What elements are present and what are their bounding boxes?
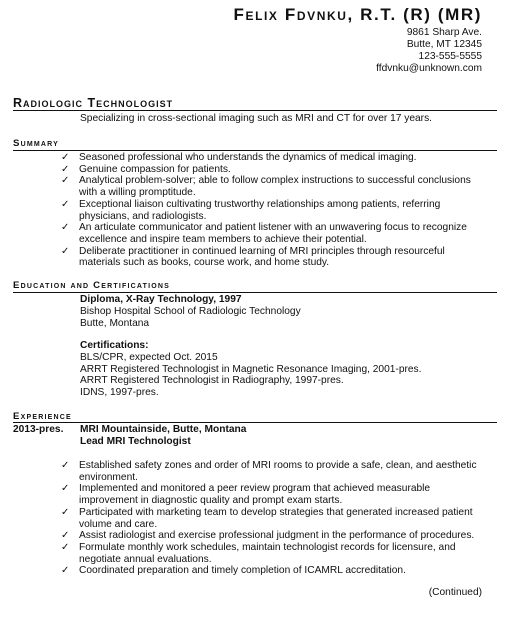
certifications-heading: Certifications:	[80, 340, 149, 351]
experience-heading: Experience	[13, 411, 72, 422]
bullet-line: physicians, and radiologists.	[79, 210, 207, 222]
bullet-item	[58, 164, 498, 176]
bullet-item	[58, 483, 498, 506]
bullet-line: negotiate annual evaluations.	[79, 553, 212, 565]
job-dates: 2013-pres.	[13, 424, 64, 435]
bullet-line: An articulate communicator and patient listener with an unwavering focus to recognize	[79, 222, 467, 234]
bullet-line: volume and care.	[79, 518, 158, 530]
checkmark-icon: ✓	[61, 541, 70, 553]
bullet-item	[58, 246, 498, 269]
checkmark-icon: ✓	[61, 506, 70, 518]
bullet-line: excellence and inspire team members to achieve their potential.	[79, 233, 367, 245]
bullet-line: Established safety zones and order of MRI rooms to provide a safe, clean, and aesthetic	[79, 460, 477, 471]
candidate-name: Felix Fdvnku, R.T. (R) (MR)	[233, 5, 482, 24]
bullet-item	[58, 152, 498, 164]
job-title: Radiologic Technologist	[13, 96, 174, 110]
bullet-line: Deliberate practitioner in continued learning of MRI principles through resourceful	[79, 245, 445, 257]
checkmark-icon: ✓	[61, 222, 70, 234]
bullet-line: materials such as books, course work, and home study.	[79, 257, 330, 269]
checkmark-icon: ✓	[61, 483, 70, 495]
bullet-line: Exceptional liaison cultivating trustworthy relationships among patients, referring	[79, 198, 441, 210]
bullet-line: with a willing promptitude.	[79, 187, 196, 199]
bullet-line: Assist radiologist and exercise professional judgment in the performance of procedures.	[79, 530, 475, 542]
school-location: Butte, Montana	[80, 317, 150, 329]
title-divider	[13, 110, 497, 111]
certification-item: BLS/CPR, expected Oct. 2015	[80, 351, 218, 363]
bullet-item	[58, 542, 498, 565]
summary-heading: Summary	[13, 138, 60, 149]
bullet-item	[58, 530, 498, 542]
city-state-zip: Butte, MT 12345	[406, 39, 482, 50]
education-heading: Education and Certifications	[13, 280, 170, 291]
bullet-line: Seasoned professional who understands the dynamics of medical imaging.	[79, 152, 417, 163]
experience-divider	[13, 422, 497, 423]
bullet-item	[58, 460, 498, 483]
bullet-line: Analytical problem-solver; able to follow complex instructions to successful conclusions	[79, 175, 471, 187]
certification-item: ARRT Registered Technologist in Magnetic Resonance Imaging, 2001-pres.	[80, 363, 422, 375]
school-name: Bishop Hospital School of Radiologic Technology	[80, 305, 301, 317]
email-address: ffdvnku@unknown.com	[376, 63, 482, 74]
checkmark-icon: ✓	[61, 163, 70, 175]
checkmark-icon: ✓	[61, 565, 70, 577]
bullet-line: improvement in diagnostic quality and prompt exam starts.	[79, 495, 343, 507]
checkmark-icon: ✓	[61, 198, 70, 210]
certifications-list	[80, 352, 421, 399]
bullet-line: Genuine compassion for patients.	[79, 163, 231, 175]
bullet-item	[58, 199, 498, 222]
phone-number: 123-555-5555	[418, 51, 482, 62]
checkmark-icon: ✓	[61, 245, 70, 257]
bullet-item	[58, 222, 498, 245]
street-address: 9861 Sharp Ave.	[406, 27, 482, 38]
bullet-item	[58, 175, 498, 198]
employer: MRI Mountainside, Butte, Montana	[80, 424, 247, 435]
employer-block	[80, 424, 246, 448]
experience-list	[58, 460, 498, 577]
checkmark-icon: ✓	[61, 152, 70, 163]
bullet-line: environment.	[79, 471, 138, 483]
certification-item: ARRT Registered Technologist in Radiography, 1997-pres.	[80, 375, 344, 387]
summary-list	[58, 152, 498, 269]
continued-note: (Continued)	[428, 587, 482, 598]
bullet-line: Coordinated preparation and timely completion of ICAMRL accreditation.	[79, 565, 406, 577]
education-divider	[13, 292, 497, 293]
certifications-block	[80, 340, 421, 399]
checkmark-icon: ✓	[61, 175, 70, 187]
job-role: Lead MRI Technologist	[80, 435, 191, 447]
certification-item: IDNS, 1997-pres.	[80, 387, 159, 399]
bullet-line: Implemented and monitored a peer review program that achieved measurable	[79, 483, 431, 495]
bullet-item	[58, 565, 498, 577]
degree: Diploma, X-Ray Technology, 1997	[80, 294, 242, 305]
checkmark-icon: ✓	[61, 460, 70, 471]
checkmark-icon: ✓	[61, 530, 70, 542]
education-block	[80, 294, 301, 329]
bullet-item	[58, 507, 498, 530]
bullet-line: Participated with marketing team to develop strategies that generated increased patient	[79, 506, 473, 518]
contact-header	[233, 5, 482, 75]
summary-divider	[13, 150, 497, 151]
tagline: Specializing in cross-sectional imaging such as MRI and CT for over 17 years.	[80, 113, 433, 124]
bullet-line: Formulate monthly work schedules, maintain technologist records for licensure, and	[79, 541, 456, 553]
